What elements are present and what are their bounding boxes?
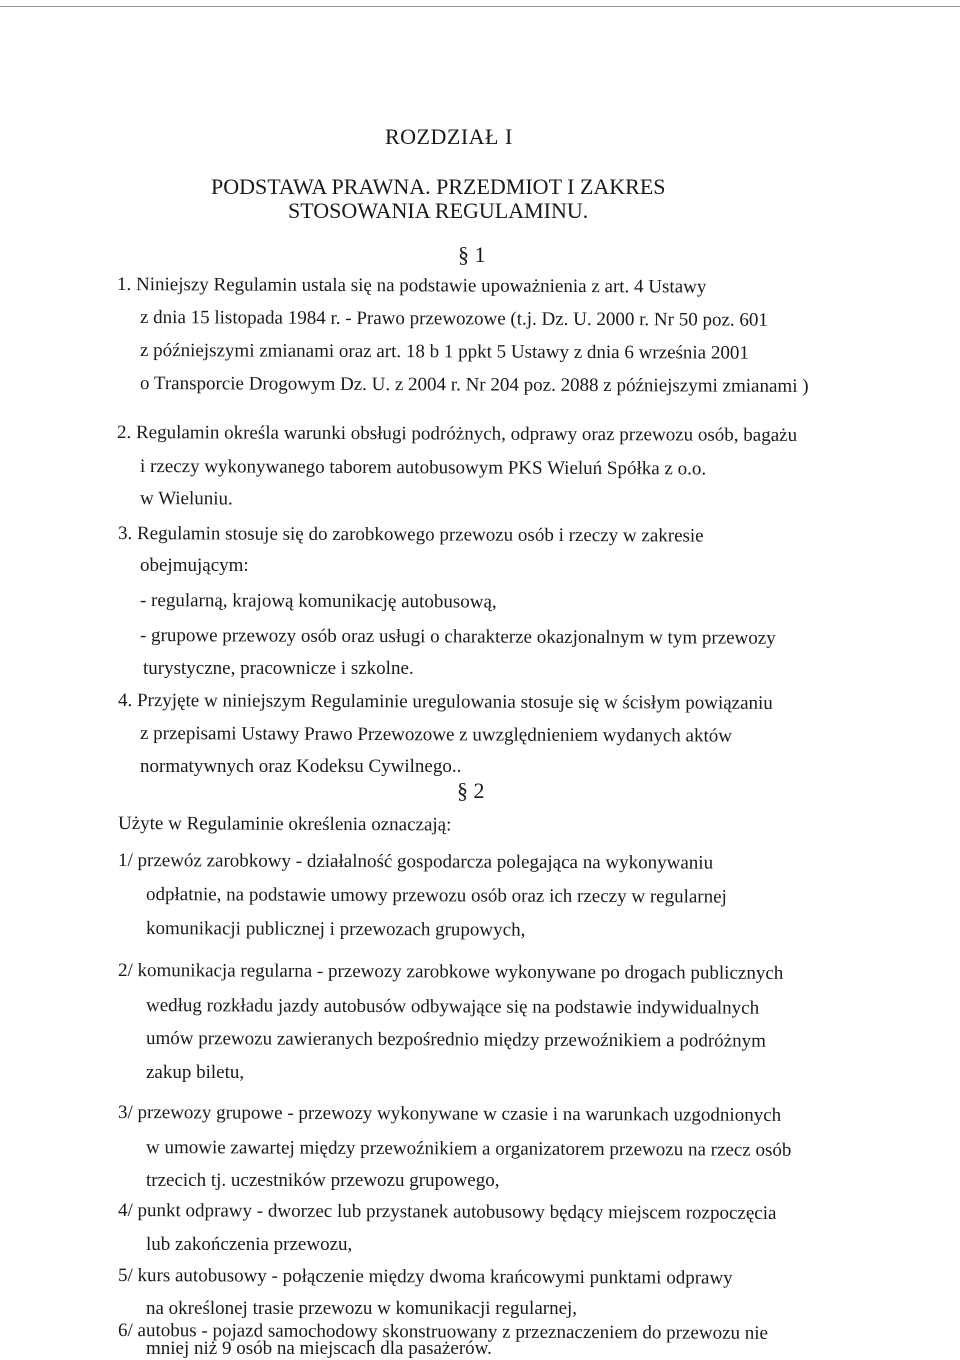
- s2-line: mniej niż 9 osób na miejscach dla pasażerów.: [146, 1338, 492, 1359]
- s2-line: odpłatnie, na podstawie umowy przewozu osób oraz ich rzeczy w regularnej: [145, 884, 727, 908]
- s2-line: zakup biletu,: [146, 1062, 245, 1083]
- s1-line: z przepisami Ustawy Prawo Przewozowe z uwzględnieniem wydanych aktów: [139, 723, 733, 747]
- section-2-mark: § 2: [457, 778, 485, 803]
- s2-line: komunikacji publicznej i przewozach grupowych,: [145, 918, 526, 941]
- s1-line: - grupowe przewozy osób oraz usługi o charakterze okazjonalnym w tym przewozy: [139, 625, 776, 649]
- s1-line: z dnia 15 listopada 1984 r. - Prawo przewozowe (t.j. Dz. U. 2000 r. Nr 50 poz. 601: [139, 307, 768, 331]
- s1-line: w Wieluniu.: [139, 488, 233, 510]
- s2-line: 2/ komunikacja regularna - przewozy zarobkowe wykonywane po drogach publicznych: [117, 960, 784, 984]
- chapter-heading-line-1: PODSTAWA PRAWNA. PRZEDMIOT I ZAKRES: [211, 174, 666, 199]
- s1-line: z późniejszymi zmianami oraz art. 18 b 1 ppkt 5 Ustawy z dnia 6 września 2001: [139, 340, 749, 364]
- scan-edge-line: [0, 6, 960, 7]
- s1-line: 1. Niniejszy Regulamin ustala się na podstawie upoważnienia z art. 4 Ustawy: [116, 274, 707, 298]
- s2-line: w umowie zawartej między przewoźnikiem a organizatorem przewozu na rzecz osób: [145, 1137, 792, 1161]
- s2-line: Użyte w Regulaminie określenia oznaczają:: [117, 813, 452, 836]
- s1-line: turystyczne, pracownicze i szkolne.: [143, 658, 414, 679]
- s2-line: 4/ punkt odprawy - dworzec lub przystanek autobusowy będący miejscem rozpoczęcia: [117, 1200, 777, 1224]
- s2-line: lub zakończenia przewozu,: [146, 1234, 353, 1255]
- chapter-heading-line-2: STOSOWANIA REGULAMINU.: [288, 198, 589, 223]
- s1-line: i rzeczy wykonywanego taborem autobusowym PKS Wieluń Spółka z o.o.: [139, 456, 707, 480]
- s2-line: 3/ przewozy grupowe - przewozy wykonywane w czasie i na warunkach uzgodnionych: [117, 1102, 782, 1126]
- s2-line: trzecich tj. uczestników przewozu grupowego,: [146, 1170, 500, 1191]
- s1-line: obejmującym:: [140, 555, 249, 576]
- s1-line: 2. Regulamin określa warunki obsługi podróżnych, odprawy oraz przewozu osób, bagażu: [116, 422, 798, 446]
- s1-line: 4. Przyjęte w niniejszym Regulaminie uregulowania stosuje się w ścisłym powiązaniu: [117, 690, 773, 714]
- s2-line: 1/ przewóz zarobkowy - działalność gospodarcza polegająca na wykonywaniu: [117, 850, 714, 874]
- s2-line: 5/ kurs autobusowy - połączenie między dwoma krańcowymi punktami odprawy: [117, 1265, 733, 1289]
- s1-line: 3. Regulamin stosuje się do zarobkowego przewozu osób i rzeczy w zakresie: [117, 523, 704, 547]
- s2-line: 6/ autobus - pojazd samochodowy skonstruowany z przeznaczeniem do przewozu nie: [117, 1320, 769, 1344]
- s1-line: - regularną, krajową komunikację autobusową,: [139, 590, 497, 613]
- s1-line: normatywnych oraz Kodeksu Cywilnego..: [140, 756, 462, 777]
- section-1-mark: § 1: [458, 242, 486, 267]
- s2-line: umów przewozu zawieranych bezpośrednio między przewoźnikiem a podróżnym: [145, 1028, 766, 1052]
- chapter-title: ROZDZIAŁ I: [385, 124, 513, 149]
- s2-line: według rozkładu jazdy autobusów odbywające się na podstawie indywidualnych: [145, 995, 760, 1019]
- s1-line: o Transporcie Drogowym Dz. U. z 2004 r. Nr 204 poz. 2088 z późniejszymi zmianami ): [139, 373, 809, 397]
- s2-line: na określonej trasie przewozu w komunikacji regularnej,: [146, 1298, 578, 1319]
